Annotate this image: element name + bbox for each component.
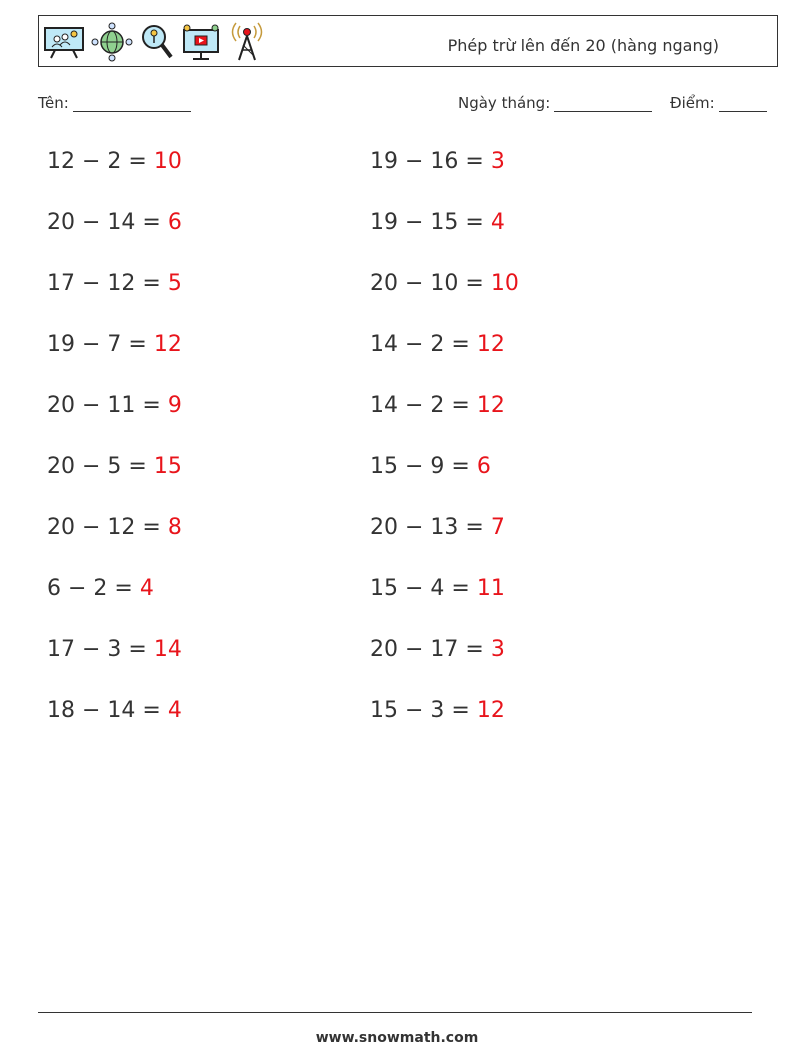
problem-question: 20 − 14 = [47,210,161,235]
problem-left-6 [47,456,182,478]
presentation-board-icon [43,24,85,60]
problem-question: 12 − 2 = [47,149,147,174]
problem-left-2 [47,212,182,234]
globe-network-icon [91,22,133,62]
problem-right-6 [370,456,491,478]
score-label: Điểm: [670,94,715,112]
problem-left-5 [47,395,182,417]
problem-question: 20 − 10 = [370,271,484,296]
monitor-video-icon [181,22,221,62]
magnifier-key-icon [139,22,175,62]
problem-answer: 15 [153,454,182,479]
problem-answer: 10 [490,271,519,296]
problem-right-5 [370,395,505,417]
name-field [38,94,191,112]
problem-right-9 [370,639,505,661]
problem-answer: 6 [476,454,491,479]
footer-url: www.snowmath.com [315,1030,479,1046]
problem-answer: 14 [153,637,182,662]
problem-answer: 12 [476,698,505,723]
date-label: Ngày tháng: [458,94,551,112]
name-label: Tên: [38,94,69,112]
radio-tower-icon [227,22,267,62]
problem-answer: 12 [476,332,505,357]
problem-left-4 [47,334,182,356]
problem-right-4 [370,334,505,356]
problem-answer: 7 [490,515,505,540]
problem-question: 19 − 15 = [370,210,484,235]
worksheet-title: Phép trừ lên đến 20 (hàng ngang) [447,36,719,55]
problem-answer: 12 [476,393,505,418]
date-field [458,94,652,112]
problem-question: 15 − 4 = [370,576,470,601]
problem-question: 14 − 2 = [370,332,470,357]
problem-left-10 [47,700,182,722]
problem-question: 17 − 12 = [47,271,161,296]
problem-left-9 [47,639,182,661]
problem-question: 6 − 2 = [47,576,133,601]
problem-answer: 3 [490,637,505,662]
problem-right-8 [370,578,505,600]
problem-right-2 [370,212,505,234]
problem-question: 20 − 12 = [47,515,161,540]
problem-answer: 8 [167,515,182,540]
problem-question: 19 − 16 = [370,149,484,174]
problem-answer: 5 [167,271,182,296]
problem-left-8 [47,578,154,600]
problem-answer: 9 [167,393,182,418]
problem-question: 14 − 2 = [370,393,470,418]
problem-question: 17 − 3 = [47,637,147,662]
problem-left-3 [47,273,182,295]
problem-answer: 4 [167,698,182,723]
problem-left-1 [47,151,182,173]
problem-right-10 [370,700,505,722]
problem-answer: 11 [476,576,505,601]
problem-question: 20 − 17 = [370,637,484,662]
name-blank[interactable] [73,97,191,112]
problem-answer: 10 [153,149,182,174]
problem-right-1 [370,151,505,173]
problem-left-7 [47,517,182,539]
problem-answer: 4 [139,576,154,601]
problem-question: 15 − 3 = [370,698,470,723]
problem-question: 20 − 13 = [370,515,484,540]
problem-right-7 [370,517,505,539]
problem-question: 15 − 9 = [370,454,470,479]
problem-question: 20 − 5 = [47,454,147,479]
problem-right-3 [370,273,519,295]
date-blank[interactable] [554,97,652,112]
problem-question: 19 − 7 = [47,332,147,357]
problem-answer: 3 [490,149,505,174]
problem-answer: 12 [153,332,182,357]
problem-answer: 6 [167,210,182,235]
header-icons [43,20,267,64]
footer-divider [38,1012,752,1013]
score-field [670,94,767,112]
problem-answer: 4 [490,210,505,235]
problem-question: 20 − 11 = [47,393,161,418]
problem-question: 18 − 14 = [47,698,161,723]
header-box [38,15,778,67]
score-blank[interactable] [719,97,767,112]
